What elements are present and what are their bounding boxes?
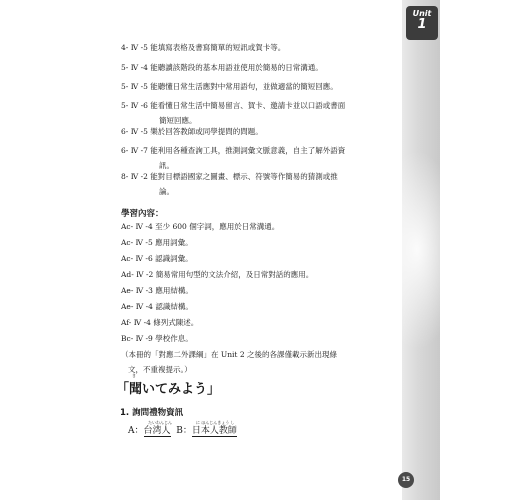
content-item: Ae- Ⅳ -3 應用結構。 [121, 286, 193, 295]
note-line: （本冊的「對應二外課綱」在 Unit 2 之後的各課僅載示新出現條 [121, 350, 337, 359]
performance-item: 8- Ⅳ -2 能對目標語國家之圖畫、標示、符號等作簡易的猜測或推 [121, 172, 338, 181]
decorative-sidebar [402, 0, 440, 500]
unit-number: 1 [417, 17, 427, 32]
unit-word: Unit [412, 9, 432, 18]
heading-furigana: き [132, 373, 136, 378]
content-item: Ac- Ⅳ -6 認識詞彙。 [121, 254, 193, 263]
furigana-b: に ほんじんきょう し [196, 420, 235, 425]
learning-content-title: 學習內容： [121, 209, 164, 219]
performance-item: 5- Ⅳ -6 能看懂日常生活中簡易留言、賀卡、邀請卡並以口語或書面 [121, 101, 346, 110]
performance-item: 5- Ⅳ -5 能聽懂日常生活應對中常用語句，並做適當的簡短回應。 [121, 82, 338, 91]
speaker-a-text: 台湾人 [143, 426, 171, 436]
performance-item-continuation: 論。 [159, 187, 174, 196]
unit-badge [406, 6, 438, 40]
performance-item: 5- Ⅳ -4 能聽讀該階段的基本用語並使用於簡易的日常溝通。 [121, 63, 323, 72]
note-line: 文，不重複提示。） [128, 365, 192, 374]
performance-item-continuation: 簡短回應。 [159, 116, 197, 125]
content-item: Ad- Ⅳ -2 簡易常用句型的文法介紹，及日常對話的應用。 [121, 270, 314, 279]
content-item: Ae- Ⅳ -4 認識結構。 [121, 302, 193, 311]
content-item: Af- Ⅳ -4 條列式陳述。 [121, 318, 199, 327]
dialog-line [128, 423, 237, 436]
content-item: Ac- Ⅳ -4 至少 600 個字詞，應用於日常溝通。 [121, 222, 280, 231]
speaker-b-text: 日本人教師 [191, 426, 237, 436]
content-item: Bc- Ⅳ -9 學校作息。 [121, 334, 193, 343]
content-item: Ac- Ⅳ -5 應用詞彙。 [121, 238, 193, 247]
furigana-a: たいわんじん [148, 420, 172, 425]
speaker-a-label: A： [128, 426, 144, 436]
performance-item: 6- Ⅳ -7 能利用各種查詢工具，推測詞彙文脈意義，自主了解外語資 [121, 146, 346, 155]
performance-item: 6- Ⅳ -5 樂於回答教師或同學提問的問題。 [121, 127, 263, 136]
speaker-b-label: B： [176, 426, 192, 436]
exercise-title: 1. 詢問禮物資訊 [120, 408, 184, 418]
section-heading: 「聞いてみよう」 [116, 382, 221, 397]
page-number: 15 [398, 472, 414, 488]
performance-item-continuation: 訊。 [159, 161, 174, 170]
performance-item: 4- Ⅳ -5 能填寫表格及書寫簡單的短訊或賀卡等。 [121, 43, 286, 52]
